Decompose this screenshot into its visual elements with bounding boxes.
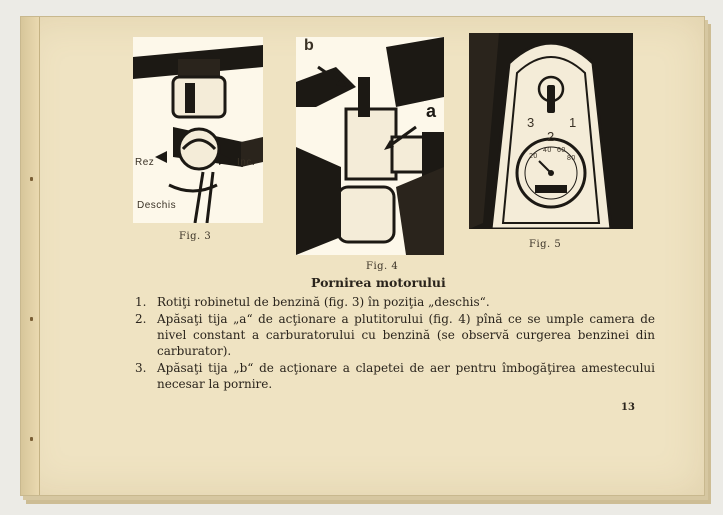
figure-fuel-tap <box>133 37 263 223</box>
carburetor-illustration <box>296 37 444 255</box>
fig4-label-b: b <box>304 37 315 54</box>
step-number: 2. <box>135 312 147 326</box>
instruction-list <box>135 294 655 393</box>
fuel-tap-illustration <box>133 37 263 223</box>
step-number: 1. <box>135 295 147 309</box>
step-text: Rotiţi robinetul de benzină (fig. 3) în poziţia „deschis“. <box>157 295 490 309</box>
fig5-label-pos2: 2 <box>547 129 555 144</box>
stitch-hole <box>30 317 33 321</box>
figure-carburetor <box>296 37 444 255</box>
figure-ignition-speedometer <box>469 33 633 229</box>
book-spine <box>21 17 40 495</box>
list-item <box>135 311 655 359</box>
step-text: Apăsaţi tija „a“ de acţionare a plutitorului (fig. 4) pînă ce se umple camera de nivel constant a carburatorului cu benzină (se observă curgerea benzinei din carburator). <box>157 312 655 358</box>
gauge-number: 40 <box>543 147 552 154</box>
fig3-label-rez: Rez <box>135 157 155 168</box>
manual-page <box>20 16 705 496</box>
gauge-number: 80 <box>567 155 576 162</box>
step-text: Apăsaţi tija „b“ de acţionare a clapetei de aer pentru îmbogăţirea amestecului necesar la pornire. <box>157 361 655 391</box>
stitch-hole <box>30 437 33 441</box>
fig4-caption: Fig. 4 <box>366 261 399 272</box>
fig5-label-pos1: 1 <box>569 115 577 130</box>
fig5-label-pos3: 3 <box>527 115 535 130</box>
fig3-caption: Fig. 3 <box>179 231 212 242</box>
fig3-label-inc: Inc. <box>237 157 256 168</box>
fig5-caption: Fig. 5 <box>529 239 562 250</box>
list-item <box>135 294 655 310</box>
fig3-label-deschis: Deschis <box>137 200 177 211</box>
page-number: 13 <box>621 402 635 413</box>
list-item <box>135 360 655 392</box>
fig4-label-a: a <box>426 101 437 121</box>
section-title: Pornirea motorului <box>311 275 446 290</box>
gauge-number: 20 <box>529 153 538 160</box>
stitch-hole <box>30 177 33 181</box>
gauge-number: 60 <box>557 147 566 154</box>
step-number: 3. <box>135 361 147 375</box>
